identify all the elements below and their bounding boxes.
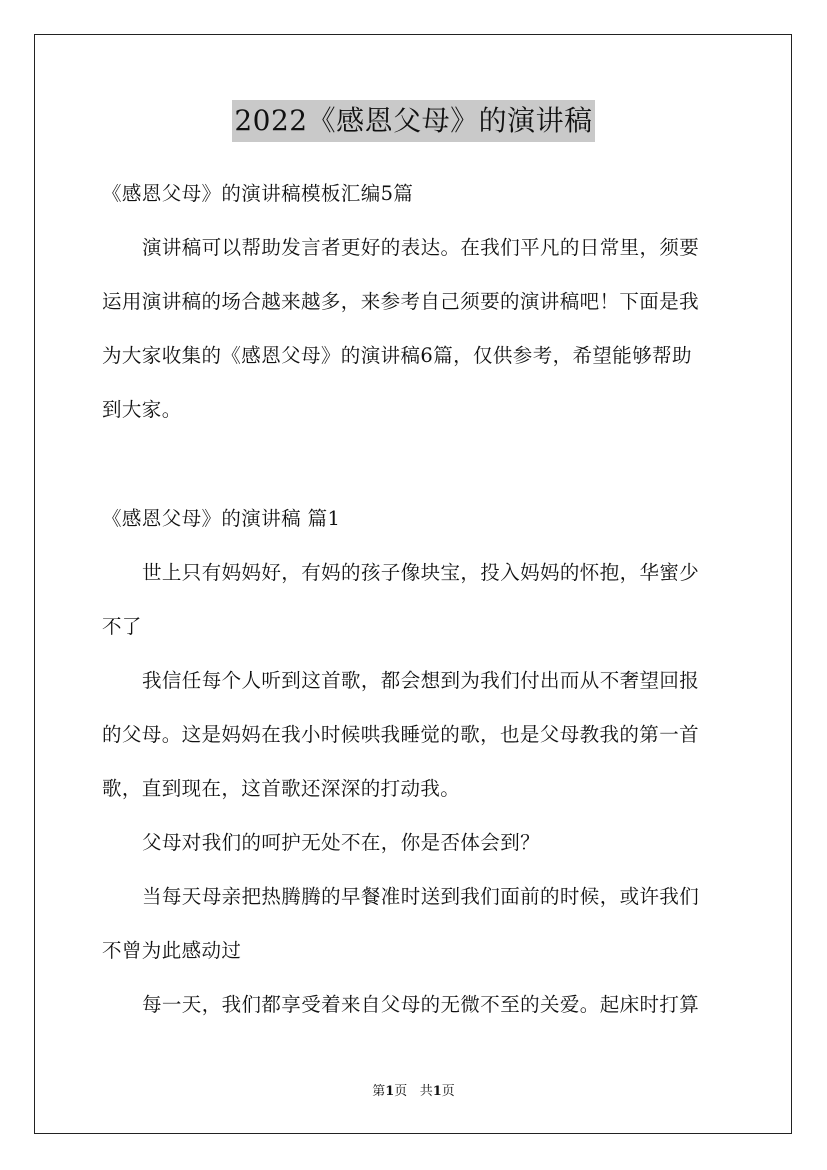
intro-line-4: 到大家。: [102, 398, 182, 421]
intro-line-2: 运用演讲稿的场合越来越多，来参考自己须要的演讲稿吧！下面是我: [102, 290, 700, 313]
body-line-6: 父母对我们的呵护无处不在，你是否体会到？: [142, 831, 541, 854]
section-heading: 《感恩父母》的演讲稿 篇1: [102, 507, 341, 530]
page-number: 1: [385, 1084, 395, 1099]
intro-line-1: 演讲稿可以帮助发言者更好的表达。在我们平凡的日常里，须要: [142, 236, 700, 259]
document-title: 2022《感恩父母》的演讲稿: [232, 100, 594, 142]
body-line-7: 当每天母亲把热腾腾的早餐准时送到我们面前的时候，或许我们: [142, 885, 700, 908]
body-line-4: 的父母。这是妈妈在我小时候哄我睡觉的歌，也是父母教我的第一首: [102, 723, 700, 746]
document-subtitle: 《感恩父母》的演讲稿模板汇编5篇: [102, 182, 414, 205]
total-suffix: 页: [441, 1084, 455, 1099]
total-prefix: 共: [419, 1084, 433, 1099]
page-label-prefix: 第: [372, 1084, 386, 1099]
body-line-1: 世上只有妈妈好，有妈的孩子像块宝，投入妈妈的怀抱，华蜜少: [142, 561, 700, 584]
title-container: [0, 100, 827, 142]
body-line-9: 每一天，我们都享受着来自父母的无微不至的关爱。起床时打算: [142, 993, 700, 1016]
page-footer: [0, 1084, 827, 1100]
body-line-2: 不了: [102, 615, 142, 638]
total-pages: 1: [432, 1084, 442, 1099]
body-line-5: 歌，直到现在，这首歌还深深的打动我。: [102, 777, 461, 800]
body-line-3: 我信任每个人听到这首歌，都会想到为我们付出而从不奢望回报: [142, 669, 700, 692]
intro-line-3: 为大家收集的《感恩父母》的演讲稿6篇，仅供参考，希望能够帮助: [102, 344, 692, 367]
body-line-8: 不曾为此感动过: [102, 939, 242, 962]
page-label-suffix: 页: [394, 1084, 408, 1099]
